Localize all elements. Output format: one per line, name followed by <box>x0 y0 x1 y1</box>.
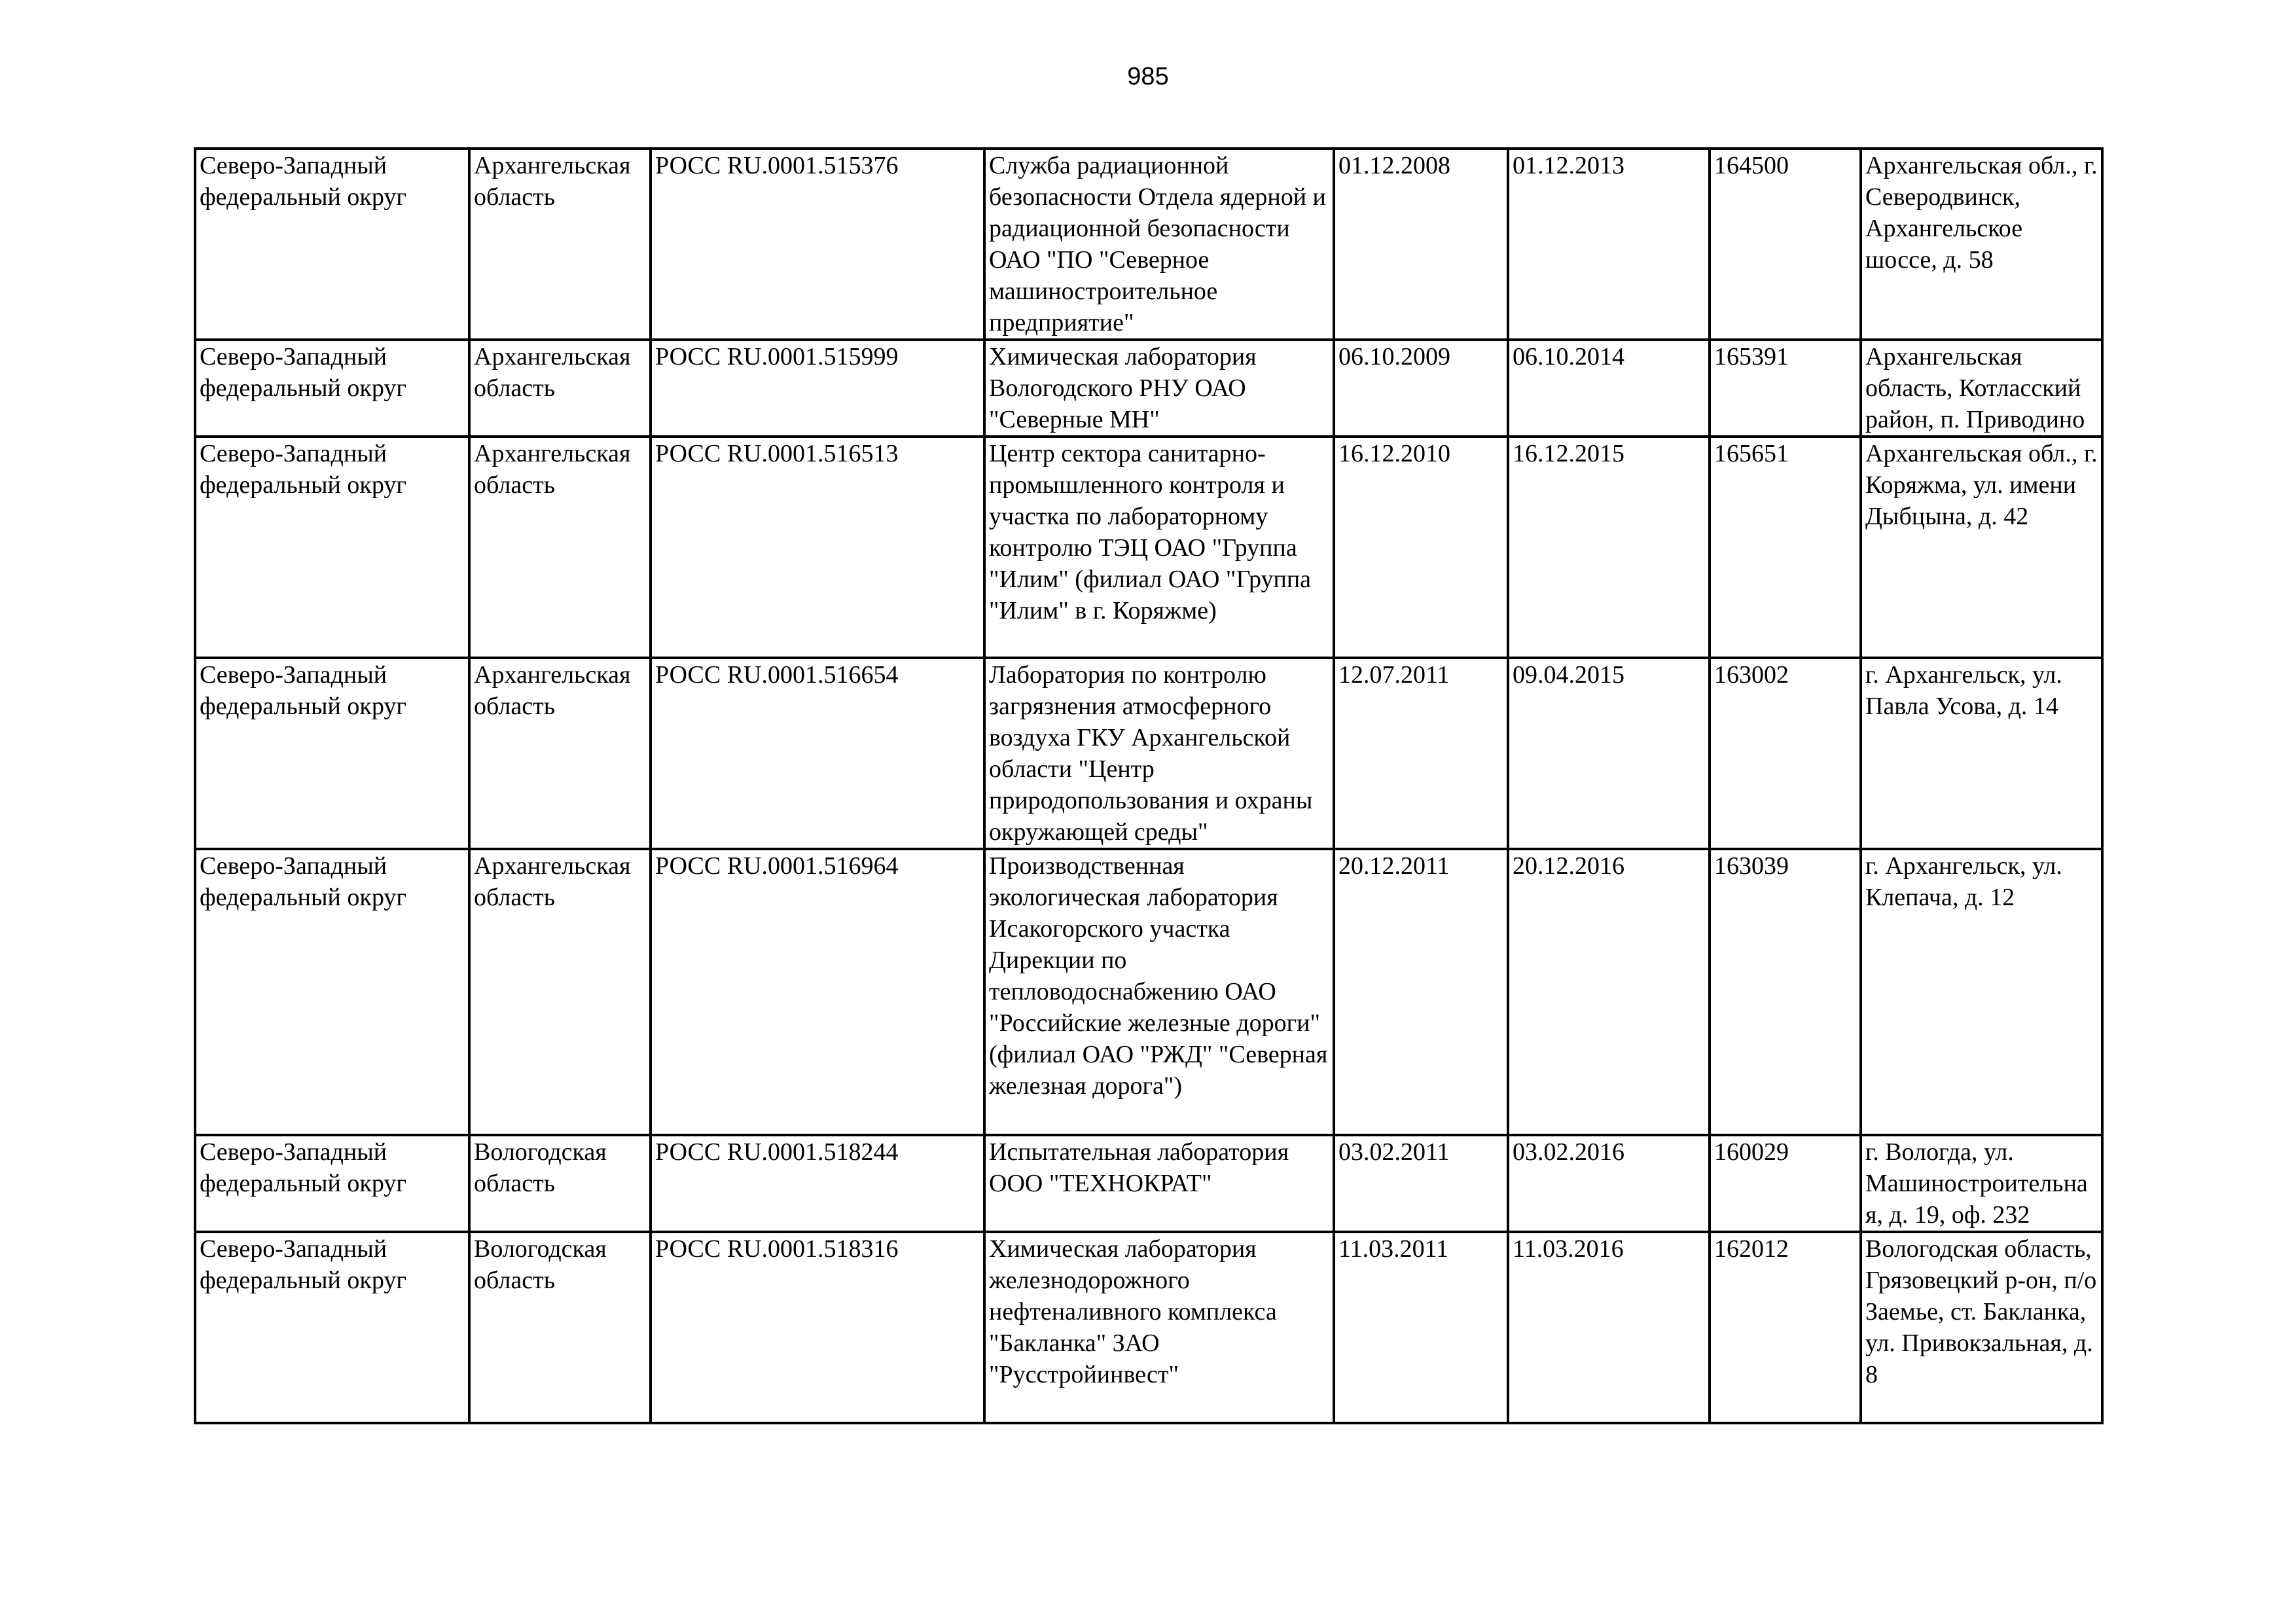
date-to-cell: 16.12.2015 <box>1508 437 1710 658</box>
date-from-cell: 16.12.2010 <box>1334 437 1508 658</box>
district-cell: Северо-Западный федеральный округ <box>195 658 469 849</box>
certificate-cell: РОСС RU.0001.515376 <box>651 149 984 340</box>
date-to-cell: 01.12.2013 <box>1508 149 1710 340</box>
address-cell: г. Архангельск, ул. Клепача, д. 12 <box>1861 849 2102 1135</box>
address-cell: г. Архангельск, ул. Павла Усова, д. 14 <box>1861 658 2102 849</box>
district-cell: Северо-Западный федеральный округ <box>195 1135 469 1232</box>
region-cell: Архангельская область <box>469 340 651 437</box>
address-cell: г. Вологда, ул. Машиностроительная, д. 19, оф. 232 <box>1861 1135 2102 1232</box>
postal-index-cell: 165651 <box>1710 437 1861 658</box>
region-cell: Архангельская область <box>469 849 651 1135</box>
accreditation-table <box>194 147 2104 1424</box>
date-from-cell: 11.03.2011 <box>1334 1232 1508 1423</box>
organization-name-cell: Испытательная лаборатория ООО "ТЕХНОКРАТ" <box>984 1135 1334 1232</box>
district-cell: Северо-Западный федеральный округ <box>195 340 469 437</box>
table-row <box>195 849 2102 1135</box>
table-row <box>195 1135 2102 1232</box>
postal-index-cell: 164500 <box>1710 149 1861 340</box>
organization-name-cell: Служба радиационной безопасности Отдела ядерной и радиационной безопасности ОАО "ПО "Северное машиностроительное предприятие" <box>984 149 1334 340</box>
certificate-cell: РОСС RU.0001.518244 <box>651 1135 984 1232</box>
organization-name-cell: Химическая лаборатория железнодорожного нефтеналивного комплекса "Бакланка" ЗАО "Русстройинвест" <box>984 1232 1334 1423</box>
certificate-cell: РОСС RU.0001.516513 <box>651 437 984 658</box>
page-number: 985 <box>1127 63 1169 90</box>
date-from-cell: 12.07.2011 <box>1334 658 1508 849</box>
table-row <box>195 340 2102 437</box>
region-cell: Вологодская область <box>469 1135 651 1232</box>
certificate-cell: РОСС RU.0001.516964 <box>651 849 984 1135</box>
postal-index-cell: 163002 <box>1710 658 1861 849</box>
date-from-cell: 03.02.2011 <box>1334 1135 1508 1232</box>
date-to-cell: 09.04.2015 <box>1508 658 1710 849</box>
table-row <box>195 149 2102 340</box>
region-cell: Вологодская область <box>469 1232 651 1423</box>
organization-name-cell: Производственная экологическая лаборатория Исакогорского участка Дирекции по тепловодоснабжению ОАО "Российские железные дороги" (филиал ОАО "РЖД" "Северная железная дорога") <box>984 849 1334 1135</box>
date-from-cell: 01.12.2008 <box>1334 149 1508 340</box>
district-cell: Северо-Западный федеральный округ <box>195 849 469 1135</box>
table-row <box>195 437 2102 658</box>
date-from-cell: 20.12.2011 <box>1334 849 1508 1135</box>
date-to-cell: 20.12.2016 <box>1508 849 1710 1135</box>
district-cell: Северо-Западный федеральный округ <box>195 1232 469 1423</box>
date-to-cell: 03.02.2016 <box>1508 1135 1710 1232</box>
certificate-cell: РОСС RU.0001.518316 <box>651 1232 984 1423</box>
certificate-cell: РОСС RU.0001.515999 <box>651 340 984 437</box>
region-cell: Архангельская область <box>469 658 651 849</box>
district-cell: Северо-Западный федеральный округ <box>195 437 469 658</box>
table-row <box>195 658 2102 849</box>
postal-index-cell: 162012 <box>1710 1232 1861 1423</box>
address-cell: Архангельская область, Котласский район, п. Приводино <box>1861 340 2102 437</box>
postal-index-cell: 165391 <box>1710 340 1861 437</box>
date-to-cell: 11.03.2016 <box>1508 1232 1710 1423</box>
region-cell: Архангельская область <box>469 437 651 658</box>
table-row <box>195 1232 2102 1423</box>
address-cell: Вологодская область, Грязовецкий р-он, п/о Заемье, ст. Бакланка, ул. Привокзальная, д. 8 <box>1861 1232 2102 1423</box>
organization-name-cell: Центр сектора санитарно-промышленного контроля и участка по лабораторному контролю ТЭЦ ОАО "Группа "Илим" (филиал ОАО "Группа "Илим" в г. Коряжме) <box>984 437 1334 658</box>
organization-name-cell: Лаборатория по контролю загрязнения атмосферного воздуха ГКУ Архангельской области "Центр природопользования и охраны окружающей среды" <box>984 658 1334 849</box>
certificate-cell: РОСС RU.0001.516654 <box>651 658 984 849</box>
date-from-cell: 06.10.2009 <box>1334 340 1508 437</box>
date-to-cell: 06.10.2014 <box>1508 340 1710 437</box>
district-cell: Северо-Западный федеральный округ <box>195 149 469 340</box>
address-cell: Архангельская обл., г. Северодвинск, Архангельское шоссе, д. 58 <box>1861 149 2102 340</box>
address-cell: Архангельская обл., г. Коряжма, ул. имени Дыбцына, д. 42 <box>1861 437 2102 658</box>
organization-name-cell: Химическая лаборатория Вологодского РНУ ОАО "Северные МН" <box>984 340 1334 437</box>
postal-index-cell: 163039 <box>1710 849 1861 1135</box>
region-cell: Архангельская область <box>469 149 651 340</box>
postal-index-cell: 160029 <box>1710 1135 1861 1232</box>
